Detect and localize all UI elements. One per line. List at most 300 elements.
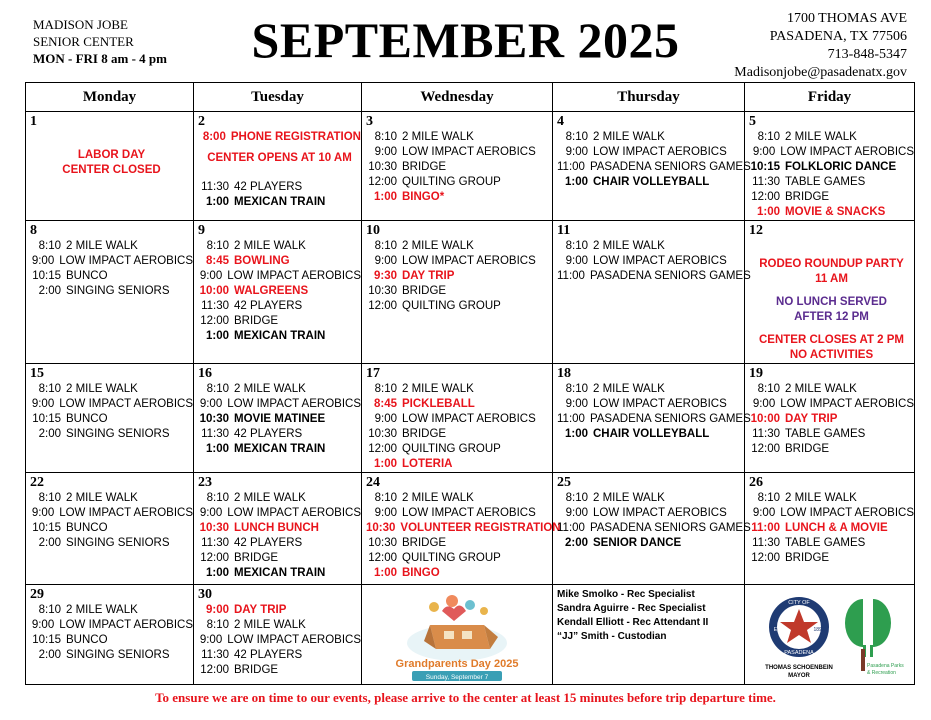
day-number: 18: [557, 366, 571, 381]
event-item: [749, 175, 914, 190]
event-time: 8:10: [757, 131, 780, 143]
day-cell: [194, 585, 362, 685]
event-label: BUNCO: [66, 270, 108, 282]
day-note: NO ACTIVITIES: [789, 349, 874, 361]
event-item: [366, 239, 552, 254]
event-item: [30, 382, 193, 397]
event-item: [366, 566, 552, 581]
day-cell: [26, 473, 194, 585]
event-item: [557, 521, 751, 536]
event-item: [366, 397, 552, 412]
day-number: 29: [30, 587, 44, 602]
day-cell: [553, 473, 751, 585]
event-time: 10:30: [368, 428, 397, 440]
event-time: 1:00: [373, 567, 397, 579]
week-row: [26, 473, 915, 585]
event-label: LOW IMPACT AEROBICS: [227, 270, 361, 282]
event-item: [749, 397, 914, 412]
weekday-header: Wednesday: [362, 83, 553, 112]
event-time: 10:15: [750, 161, 780, 173]
event-label: MEXICAN TRAIN: [234, 567, 326, 579]
event-label: PASADENA SENIORS GAMES: [589, 522, 751, 534]
event-label: QUILTING GROUP: [402, 300, 501, 312]
seal-top: CITY OF: [788, 600, 810, 606]
logos-cell: [745, 585, 915, 685]
event-time: 12:00: [368, 176, 397, 188]
event-label: BINGO: [402, 567, 440, 579]
event-label: MEXICAN TRAIN: [234, 196, 326, 208]
event-item: [366, 382, 552, 397]
event-item: [198, 299, 361, 314]
event-time: 12:00: [368, 552, 397, 564]
event-item: [557, 254, 744, 269]
event-item: [198, 551, 361, 566]
event-item: [749, 506, 914, 521]
day-cell: [745, 112, 915, 221]
day-number: 9: [198, 223, 205, 238]
day-number: 25: [557, 475, 571, 490]
week-row: [26, 364, 915, 473]
event-label: QUILTING GROUP: [402, 552, 501, 564]
event-time: 9:00: [31, 507, 55, 519]
event-item: [366, 536, 552, 551]
event-item: [198, 442, 361, 457]
event-item: [557, 491, 744, 506]
event-item: [198, 269, 361, 284]
event-time: 1:00: [564, 176, 588, 188]
event-label: LOW IMPACT AEROBICS: [59, 255, 193, 267]
event-label: TABLE GAMES: [785, 176, 866, 188]
day-cell: [362, 364, 553, 473]
event-item: [198, 648, 361, 663]
event-item: [198, 254, 361, 269]
event-item: [749, 205, 914, 220]
event-item: [198, 506, 361, 521]
event-time: 11:30: [201, 537, 229, 549]
event-label: LOW IMPACT AEROBICS: [593, 255, 727, 267]
footer-note: To ensure we are on time to our events, please arrive to the center at least 15 minutes before trip departure time.: [155, 690, 776, 705]
staff-member: “JJ” Smith - Custodian: [557, 631, 667, 642]
event-time: 11:00: [557, 522, 585, 534]
event-label: 2 MILE WALK: [234, 619, 306, 631]
event-label: CHAIR VOLLEYBALL: [593, 176, 710, 188]
event-item: [366, 521, 561, 536]
event-time: 10:30: [199, 413, 229, 425]
day-number: 10: [366, 223, 380, 238]
week-row: [26, 585, 915, 685]
event-item: [30, 506, 193, 521]
staff-member: Kendall Elliott - Rec Attendant II: [557, 617, 709, 628]
event-item: [557, 175, 744, 190]
event-label: LOW IMPACT AEROBICS: [227, 507, 361, 519]
event-label: 2 MILE WALK: [234, 383, 306, 395]
day-number: 1: [30, 114, 37, 129]
staff-cell: [553, 585, 745, 685]
event-time: 8:10: [38, 492, 61, 504]
event-item: [749, 130, 914, 145]
event-time: 8:10: [565, 492, 588, 504]
event-list: [553, 491, 751, 551]
event-time: 1:00: [205, 567, 229, 579]
event-label: 2 MILE WALK: [593, 383, 665, 395]
event-label: TABLE GAMES: [785, 537, 866, 549]
event-item: [366, 269, 552, 284]
event-label: BRIDGE: [785, 552, 830, 564]
event-label: CHAIR VOLLEYBALL: [593, 428, 710, 440]
event-label: SENIOR DANCE: [593, 537, 682, 549]
staff-list: [553, 585, 744, 644]
event-label: DAY TRIP: [234, 604, 287, 616]
event-label: LOW IMPACT AEROBICS: [780, 507, 914, 519]
event-item: [366, 254, 552, 269]
event-item: [366, 130, 552, 145]
grandparents-day-date: Sunday, September 7: [425, 674, 489, 681]
day-cell: [194, 364, 362, 473]
event-item: [749, 382, 914, 397]
event-label: QUILTING GROUP: [402, 176, 501, 188]
event-time: 8:10: [565, 131, 588, 143]
event-label: LUNCH & A MOVIE: [785, 522, 888, 534]
event-time: 9:00: [752, 507, 776, 519]
event-item: [30, 239, 193, 254]
event-label: LOW IMPACT AEROBICS: [402, 507, 536, 519]
center-hours: MON - FRI 8 am - 4 pm: [33, 51, 167, 66]
event-label: BUNCO: [66, 634, 108, 646]
parks-rec-logo-icon: [845, 597, 891, 671]
event-list: [745, 382, 914, 457]
event-label: 2 MILE WALK: [234, 240, 306, 252]
event-label: 42 PLAYERS: [234, 537, 303, 549]
day-cell: [26, 364, 194, 473]
event-label: 2 MILE WALK: [785, 131, 857, 143]
event-time: 1:00: [756, 206, 780, 218]
event-list: [362, 130, 552, 205]
day-note: CENTER OPENS AT 10 AM: [207, 152, 352, 164]
weekday-header: Thursday: [553, 83, 745, 112]
event-time: 9:00: [205, 604, 229, 616]
day-note: NO LUNCH SERVED: [776, 296, 887, 308]
event-label: 2 MILE WALK: [402, 383, 474, 395]
event-time: 11:30: [752, 537, 780, 549]
event-list: [194, 239, 361, 344]
event-time: 9:00: [199, 398, 223, 410]
event-item: [198, 284, 361, 299]
event-time: 1:00: [205, 196, 229, 208]
event-list: [194, 130, 361, 210]
event-time: 9:00: [565, 507, 588, 519]
event-item: [557, 506, 744, 521]
event-time: 9:00: [31, 619, 55, 631]
event-item: [198, 314, 361, 329]
event-time: 11:00: [557, 413, 585, 425]
event-time: 9:00: [374, 255, 397, 267]
event-item: [198, 195, 361, 210]
event-label: BRIDGE: [402, 161, 447, 173]
day-number: 8: [30, 223, 37, 238]
event-item: [198, 536, 361, 551]
event-label: 2 MILE WALK: [234, 492, 306, 504]
parks-line1: Pasadena Parks: [867, 663, 904, 669]
event-time: 8:10: [38, 604, 61, 616]
event-time: 8:10: [757, 492, 780, 504]
event-time: 8:10: [206, 492, 229, 504]
day-note: LABOR DAY: [77, 149, 146, 161]
event-label: SINGING SENIORS: [66, 537, 170, 549]
event-item: [366, 299, 552, 314]
day-number: 23: [198, 475, 212, 490]
event-time: 9:00: [374, 413, 397, 425]
event-time: 9:00: [374, 146, 397, 158]
day-cell: [553, 364, 751, 473]
event-item: [198, 491, 361, 506]
event-item: [30, 633, 193, 648]
event-label: 2 MILE WALK: [66, 604, 138, 616]
event-item: [749, 551, 914, 566]
event-label: BRIDGE: [402, 428, 447, 440]
grandparents-day-title: Grandparents Day 2025: [395, 658, 519, 670]
event-label: LOW IMPACT AEROBICS: [780, 146, 914, 158]
day-number: 16: [198, 366, 212, 381]
day-number: 17: [366, 366, 380, 381]
event-time: 9:30: [373, 270, 397, 282]
event-time: 9:00: [199, 270, 223, 282]
event-label: VOLUNTEER REGISTRATION: [400, 522, 561, 534]
event-item: [198, 427, 361, 442]
event-item: [30, 618, 193, 633]
staff-member: Sandra Aguirre - Rec Specialist: [557, 603, 706, 614]
event-item: [30, 536, 193, 551]
event-label: 2 MILE WALK: [402, 492, 474, 504]
event-label: TABLE GAMES: [785, 428, 866, 440]
event-item: [198, 180, 361, 195]
event-time: 8:10: [206, 240, 229, 252]
event-label: PASADENA SENIORS GAMES: [589, 161, 751, 173]
event-label: BRIDGE: [234, 315, 279, 327]
day-note: 11 AM: [815, 273, 848, 285]
event-item: [557, 382, 744, 397]
week-row: [26, 221, 915, 364]
event-time: 9:00: [31, 398, 55, 410]
event-time: 10:30: [199, 522, 229, 534]
event-time: 2:00: [38, 649, 61, 661]
event-list: [26, 603, 193, 663]
event-time: 8:10: [757, 383, 780, 395]
event-label: BUNCO: [66, 413, 108, 425]
day-number: 12: [749, 223, 763, 238]
event-label: PHONE REGISTRATION: [230, 131, 361, 143]
event-time: 1:00: [373, 191, 397, 203]
event-label: BUNCO: [66, 522, 108, 534]
event-time: 12:00: [200, 664, 229, 676]
event-label: 2 MILE WALK: [402, 240, 474, 252]
day-cell: [194, 112, 362, 221]
event-label: 2 MILE WALK: [785, 383, 857, 395]
mayor-title: MAYOR: [788, 673, 810, 679]
email-link[interactable]: Madisonjobe@pasadenatx.gov: [734, 65, 907, 80]
event-list: [745, 239, 914, 363]
day-cell: [745, 364, 915, 473]
event-item: [198, 130, 361, 145]
event-label: 2 MILE WALK: [593, 131, 665, 143]
event-item: [749, 521, 914, 536]
event-time: 10:30: [368, 537, 397, 549]
event-label: LOW IMPACT AEROBICS: [780, 398, 914, 410]
event-label: FOLKLORIC DANCE: [785, 161, 897, 173]
event-time: 8:10: [206, 619, 229, 631]
grandparents-day-graphic: [372, 591, 542, 683]
event-time: 11:00: [557, 270, 585, 282]
event-list: [362, 239, 552, 314]
event-item: [30, 603, 193, 618]
seal-year: 1893: [813, 627, 825, 633]
event-item: [557, 145, 744, 160]
event-time: 8:10: [374, 240, 397, 252]
event-time: 12:00: [200, 552, 229, 564]
event-time: 11:00: [557, 161, 585, 173]
day-cell: [26, 112, 194, 221]
event-time: 10:15: [32, 413, 61, 425]
day-number: 15: [30, 366, 44, 381]
event-item: [557, 427, 744, 442]
event-item: [198, 633, 361, 648]
event-item: [366, 175, 552, 190]
day-cell: [194, 473, 362, 585]
event-label: 42 PLAYERS: [234, 181, 303, 193]
event-label: 2 MILE WALK: [66, 240, 138, 252]
event-label: WALGREENS: [234, 285, 309, 297]
event-item: [557, 130, 744, 145]
event-label: MOVIE & SNACKS: [785, 206, 886, 218]
event-item: [557, 412, 751, 427]
center-name-line1: MADISON JOBE: [33, 17, 128, 32]
event-label: MEXICAN TRAIN: [234, 443, 326, 455]
event-label: SINGING SENIORS: [66, 428, 170, 440]
event-label: QUILTING GROUP: [402, 443, 501, 455]
page-title: SEPTEMBER 2025: [251, 12, 680, 68]
event-label: BINGO*: [402, 191, 445, 203]
event-time: 11:30: [201, 428, 229, 440]
event-time: 9:00: [199, 507, 223, 519]
event-item: [198, 382, 361, 397]
weekday-header: Friday: [745, 83, 915, 112]
day-number: 30: [198, 587, 212, 602]
weekday-header: Monday: [26, 83, 194, 112]
day-number: 19: [749, 366, 763, 381]
event-label: LOW IMPACT AEROBICS: [59, 398, 193, 410]
event-list: [362, 491, 561, 581]
event-time: 1:00: [205, 443, 229, 455]
event-time: 12:00: [368, 443, 397, 455]
event-label: 2 MILE WALK: [593, 492, 665, 504]
event-item: [749, 160, 914, 175]
event-item: [749, 491, 914, 506]
event-item: [557, 239, 744, 254]
event-time: 11:00: [751, 522, 780, 534]
event-time: 10:15: [32, 522, 61, 534]
event-item: [557, 269, 751, 284]
event-item: [198, 329, 361, 344]
day-number: 26: [749, 475, 763, 490]
event-time: 2:00: [38, 428, 61, 440]
city-seal-icon: [769, 597, 829, 657]
event-label: PASADENA SENIORS GAMES: [589, 413, 751, 425]
event-time: 8:45: [205, 255, 229, 267]
event-time: 11:30: [201, 300, 229, 312]
day-number: 2: [198, 114, 205, 129]
event-item: [366, 284, 552, 299]
city-logos: [755, 591, 905, 683]
event-list: [194, 491, 361, 581]
day-cell: [553, 221, 751, 364]
spacer: [749, 287, 914, 295]
event-item: [749, 145, 914, 160]
event-time: 2:00: [38, 537, 61, 549]
week-row: [26, 112, 915, 221]
center-contact: [734, 10, 907, 82]
event-label: LOW IMPACT AEROBICS: [402, 146, 536, 158]
event-item: [198, 618, 361, 633]
weekday-header-row: [26, 83, 915, 112]
event-list: [26, 130, 193, 178]
event-item: [198, 663, 361, 678]
day-number: 22: [30, 475, 44, 490]
event-list: [553, 130, 751, 190]
event-time: 10:30: [366, 522, 396, 534]
event-item: [366, 145, 552, 160]
event-time: 9:00: [752, 146, 776, 158]
event-time: 1:00: [564, 428, 588, 440]
event-time: 12:00: [751, 552, 780, 564]
event-time: 2:00: [38, 285, 61, 297]
event-label: 2 MILE WALK: [785, 492, 857, 504]
event-label: LOW IMPACT AEROBICS: [227, 398, 361, 410]
event-list: [553, 239, 751, 284]
event-time: 10:15: [32, 270, 61, 282]
seal-bottom: PASADENA: [784, 650, 814, 656]
event-label: 42 PLAYERS: [234, 300, 303, 312]
day-number: 5: [749, 114, 756, 129]
event-time: 8:10: [565, 383, 588, 395]
event-label: 42 PLAYERS: [234, 428, 303, 440]
event-time: 10:00: [199, 285, 229, 297]
event-time: 12:00: [368, 300, 397, 312]
event-time: 11:30: [752, 428, 780, 440]
event-list: [26, 491, 193, 551]
event-label: MOVIE MATINEE: [234, 413, 326, 425]
event-item: [30, 427, 193, 442]
event-item: [198, 412, 361, 427]
event-time: 8:10: [374, 131, 397, 143]
event-time: 1:00: [373, 458, 397, 470]
event-time: 8:10: [565, 240, 588, 252]
address: 1700 THOMAS AVE: [786, 11, 907, 26]
event-item: [30, 254, 193, 269]
event-time: 12:00: [200, 315, 229, 327]
event-item: [30, 397, 193, 412]
day-note: CENTER CLOSED: [62, 164, 161, 176]
event-item: [30, 648, 193, 663]
day-cell: [362, 473, 561, 585]
event-label: LOW IMPACT AEROBICS: [593, 507, 727, 519]
event-time: 1:00: [205, 330, 229, 342]
event-item: [557, 397, 744, 412]
event-item: [749, 442, 914, 457]
event-item: [198, 566, 361, 581]
event-label: LOW IMPACT AEROBICS: [59, 619, 193, 631]
day-cell: [362, 112, 553, 221]
event-label: DAY TRIP: [402, 270, 455, 282]
event-item: [30, 491, 193, 506]
